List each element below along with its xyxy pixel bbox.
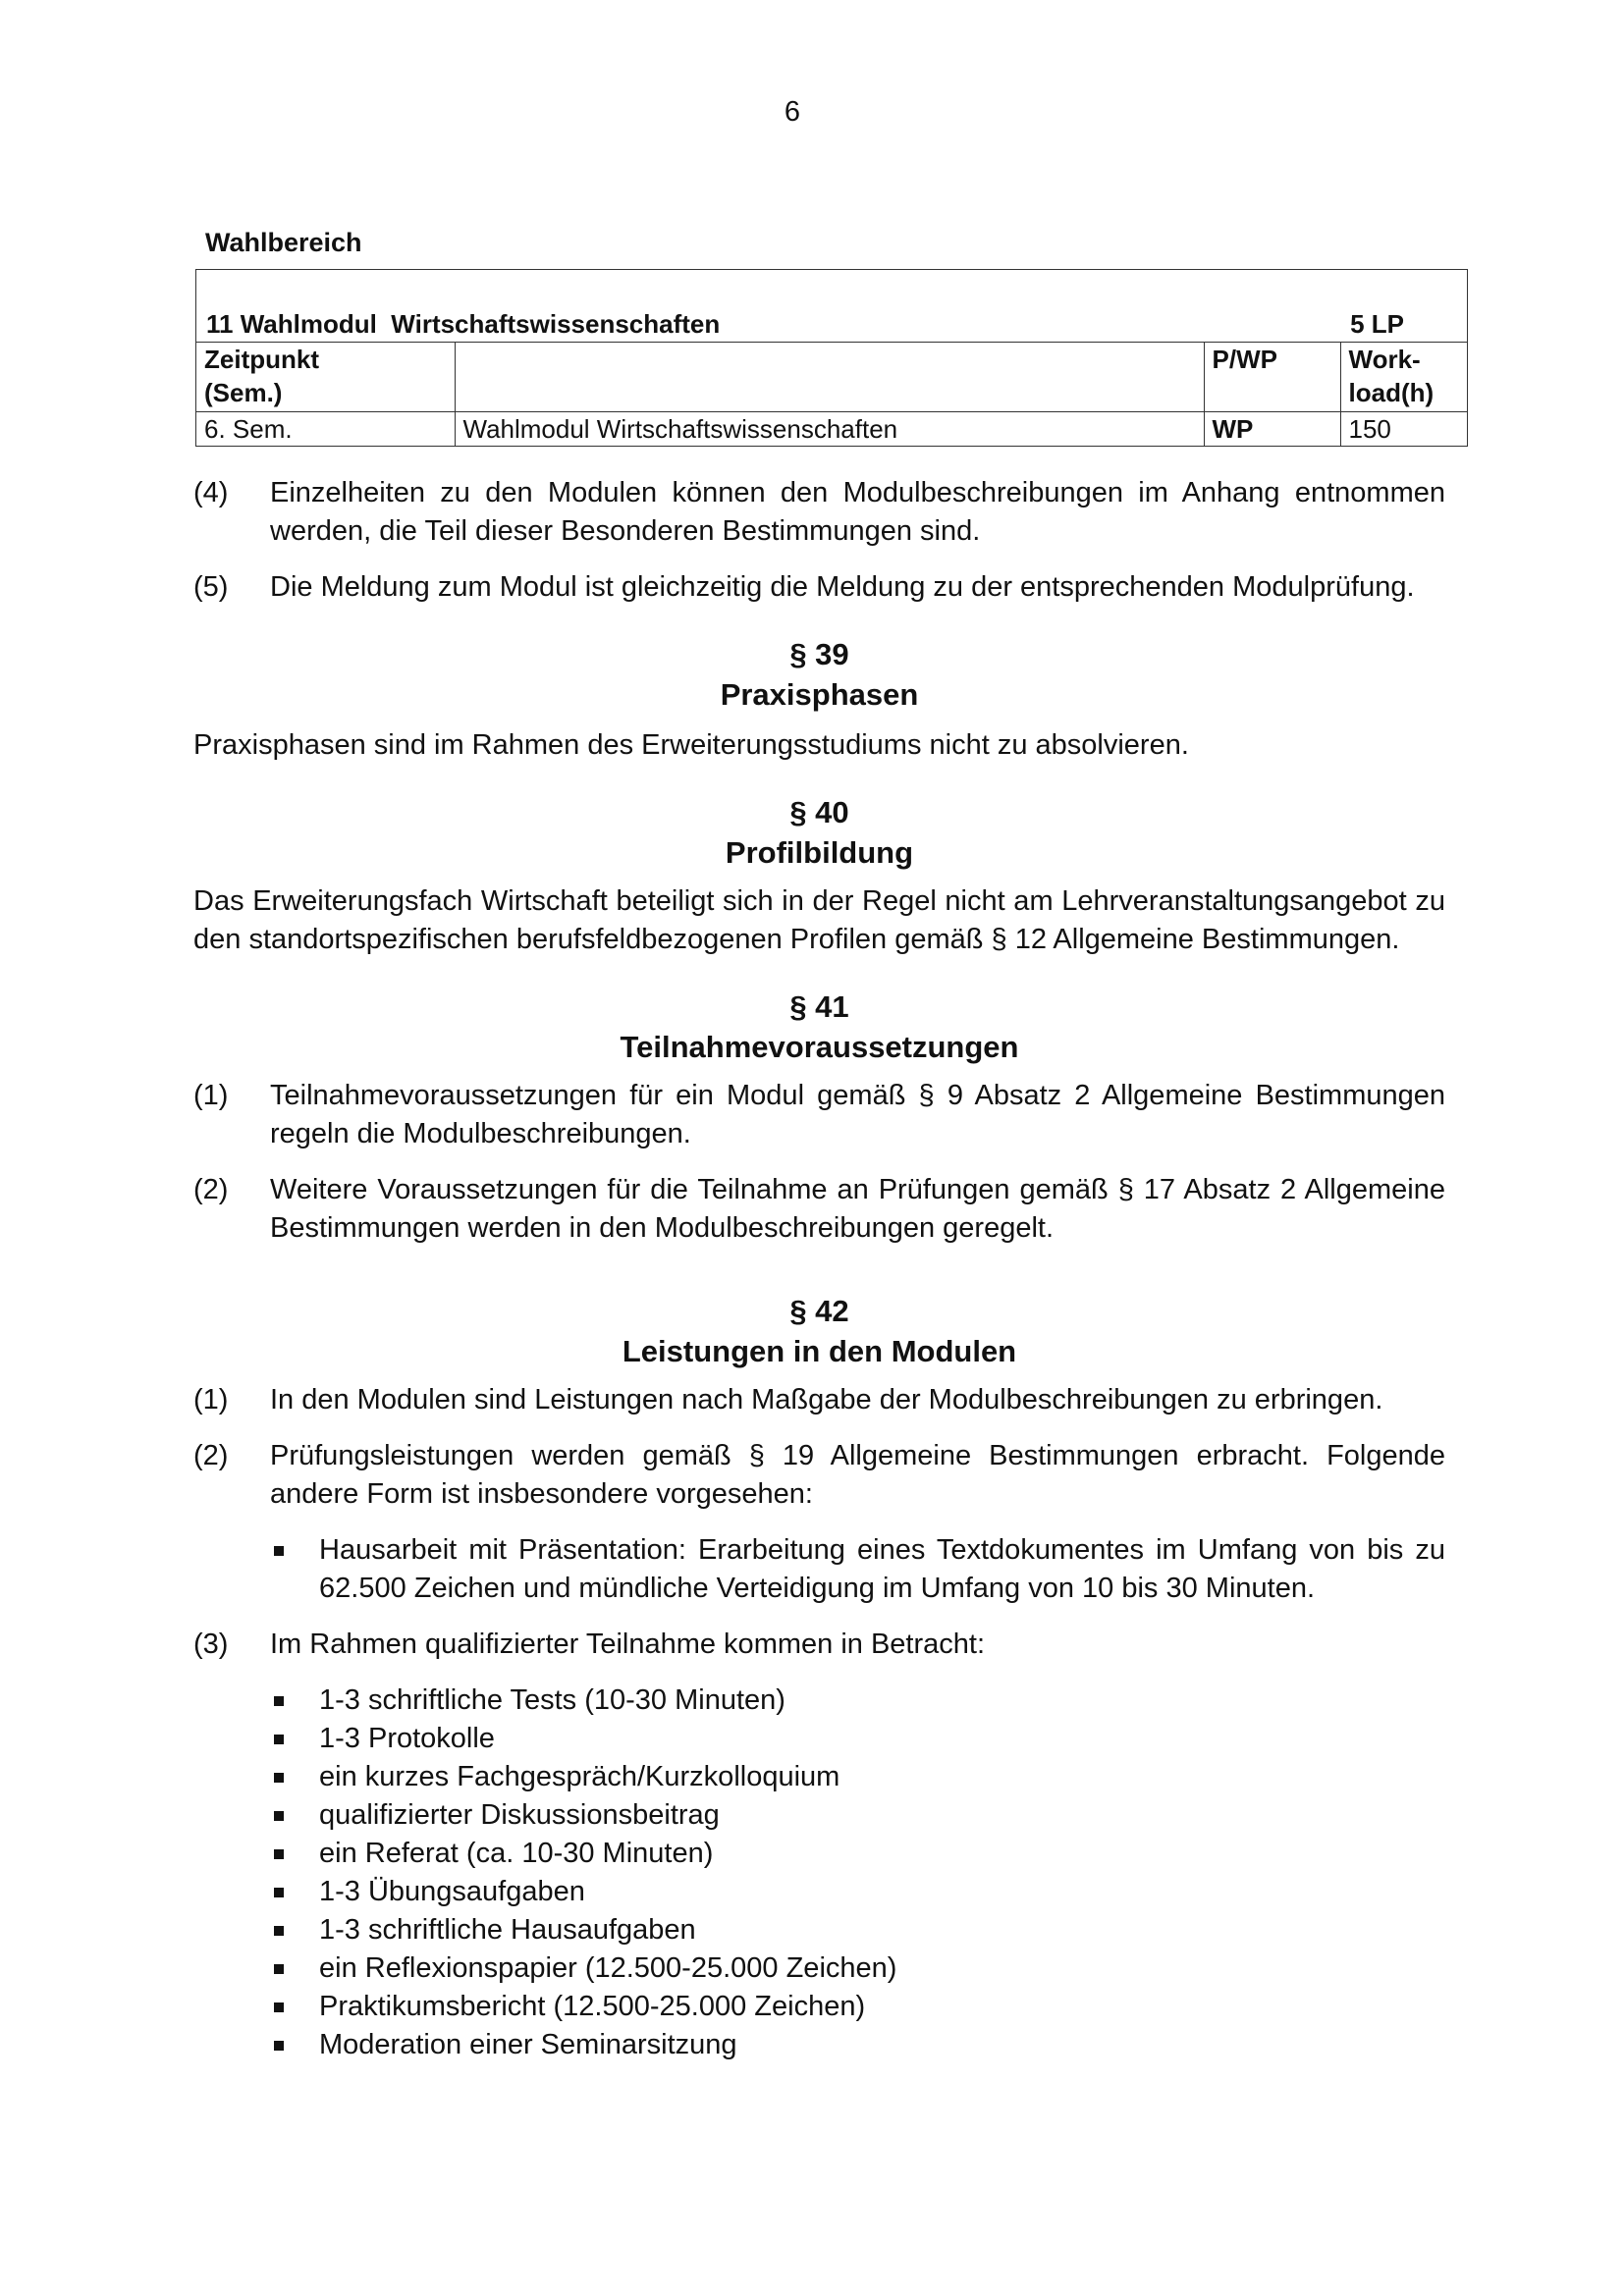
section-42-paragraph-3 <box>193 1626 1445 1664</box>
header-zeitpunkt <box>196 343 455 412</box>
list-item <box>270 1796 1445 1835</box>
cell-pwp: WP <box>1204 412 1340 447</box>
list-item <box>270 1949 1445 1988</box>
paragraph-text: Prüfungsleistungen werden gemäß § 19 Allgemeine Bestimmungen erbracht. Folgende andere Form ist insbesondere vorgesehen: <box>270 1440 1445 1510</box>
cell-workload: 150 <box>1340 412 1467 447</box>
list-item <box>270 2026 1445 2064</box>
paragraph-5 <box>193 568 1445 607</box>
list-item-text: qualifizierter Diskussionsbeitrag <box>319 1799 720 1831</box>
list-item <box>270 1988 1445 2026</box>
paragraph-number: (2) <box>193 1174 229 1205</box>
list-item <box>270 1531 1445 1608</box>
list-item <box>270 1720 1445 1758</box>
table-row <box>196 412 1467 447</box>
list-item-text: ein kurzes Fachgespräch/Kurzkolloquium <box>319 1761 840 1792</box>
section-41-paragraph-1 <box>193 1077 1445 1153</box>
list-item-text: Praktikumsbericht (12.500-25.000 Zeichen) <box>319 1991 866 2022</box>
paragraph-text: Im Rahmen qualifizierter Teilnahme kommen in Betracht: <box>270 1629 986 1660</box>
square-bullet-icon <box>270 1873 319 1911</box>
paragraph-text: Die Meldung zum Modul ist gleichzeitig die Meldung zu der entsprechenden Modulprüfung. <box>270 571 1415 603</box>
list-item-text: ein Reflexionspapier (12.500-25.000 Zeichen) <box>319 1952 897 1984</box>
module-table <box>195 269 1468 447</box>
module-title: 11 Wahlmodul Wirtschaftswissenschaften <box>206 309 721 339</box>
header-pwp: P/WP <box>1204 343 1340 412</box>
square-bullet-icon <box>270 1796 319 1835</box>
section-42-paragraph-2 <box>193 1437 1445 1514</box>
section-40-title: Profilbildung <box>725 835 914 870</box>
section-42-title: Leistungen in den Modulen <box>622 1334 1017 1368</box>
section-39-text: Praxisphasen sind im Rahmen des Erweiterungsstudiums nicht zu absolvieren. <box>193 729 1189 761</box>
paragraph-number: (1) <box>193 1384 229 1415</box>
paragraph-number: (5) <box>193 571 229 603</box>
cell-zeitpunkt: 6. Sem. <box>196 412 455 447</box>
module-lp: 5 LP <box>1350 309 1404 339</box>
square-bullet-icon <box>270 1911 319 1949</box>
section-42-number: § 42 <box>789 1294 849 1328</box>
section-39-number: § 39 <box>789 637 849 671</box>
section-42-paragraph-2-list <box>193 1531 1445 1608</box>
section-40-text: Das Erweiterungsfach Wirtschaft beteiligt sich in der Regel nicht am Lehrveranstaltungsangebot zu den standortspezifischen berufsfeldbezogenen Profilen gemäß § 12 Allgemeine Bestimmungen. <box>193 885 1445 955</box>
section-40-number: § 40 <box>789 795 849 829</box>
paragraph-number: (1) <box>193 1080 229 1111</box>
list-item <box>270 1911 1445 1949</box>
square-bullet-icon <box>270 1758 319 1796</box>
square-bullet-icon <box>270 1682 319 1720</box>
section-41-paragraph-2 <box>193 1171 1445 1248</box>
list-item <box>270 1758 1445 1796</box>
section-42-paragraph-1 <box>193 1381 1445 1419</box>
list-item <box>270 1682 1445 1720</box>
paragraph-number: (4) <box>193 477 229 508</box>
list-item-text: 1-3 schriftliche Tests (10-30 Minuten) <box>319 1684 785 1716</box>
paragraph-text: Teilnahmevoraussetzungen für ein Modul gemäß § 9 Absatz 2 Allgemeine Bestimmungen regeln die Modulbeschreibungen. <box>270 1080 1445 1149</box>
page-number: 6 <box>784 96 801 128</box>
paragraph-text: In den Modulen sind Leistungen nach Maßgabe der Modulbeschreibungen zu erbringen. <box>270 1384 1383 1415</box>
paragraph-number: (3) <box>193 1629 229 1660</box>
paragraph-number: (2) <box>193 1440 229 1471</box>
header-workload <box>1340 343 1467 412</box>
list-item-text: 1-3 schriftliche Hausaufgaben <box>319 1914 696 1946</box>
square-bullet-icon <box>270 1988 319 2026</box>
square-bullet-icon <box>270 2026 319 2064</box>
square-bullet-icon <box>270 1835 319 1873</box>
module-title-row <box>196 270 1467 343</box>
paragraph-text: Weitere Voraussetzungen für die Teilnahme an Prüfungen gemäß § 17 Absatz 2 Allgemeine Bestimmungen werden in den Modulbeschreibungen geregelt. <box>270 1174 1445 1244</box>
list-item <box>270 1835 1445 1873</box>
header-name <box>455 343 1204 412</box>
list-item <box>270 1873 1445 1911</box>
section-39-title: Praxisphasen <box>720 677 919 712</box>
list-item-text: Hausarbeit mit Präsentation: Erarbeitung eines Textdokumentes im Umfang von bis zu 62.500 Zeichen und mündliche Verteidigung im Umfang von 10 bis 30 Minuten. <box>319 1534 1445 1604</box>
section-42-paragraph-3-list <box>193 1682 1445 2064</box>
paragraph-text: Einzelheiten zu den Modulen können den Modulbeschreibungen im Anhang entnommen werden, die Teil dieser Besonderen Bestimmungen sind. <box>270 477 1445 547</box>
square-bullet-icon <box>270 1720 319 1758</box>
paragraph-4 <box>193 474 1445 551</box>
document-body <box>193 224 1445 2064</box>
module-detail-table <box>196 343 1467 446</box>
wahlbereich-label: Wahlbereich <box>205 228 362 257</box>
cell-name: Wahlmodul Wirtschaftswissenschaften <box>455 412 1204 447</box>
list-item-text: Moderation einer Seminarsitzung <box>319 2029 737 2060</box>
square-bullet-icon <box>270 1949 319 1988</box>
header-zeitpunkt-text: Zeitpunkt (Sem.) <box>204 345 319 407</box>
section-41-number: § 41 <box>789 989 849 1024</box>
list-item-text: ein Referat (ca. 10-30 Minuten) <box>319 1838 714 1869</box>
square-bullet-icon <box>270 1531 319 1608</box>
list-item-text: 1-3 Übungsaufgaben <box>319 1876 585 1907</box>
header-workload-text: Work-load(h) <box>1348 345 1435 407</box>
table-header-row <box>196 343 1467 412</box>
list-item-text: 1-3 Protokolle <box>319 1723 495 1754</box>
section-41-title: Teilnahmevoraussetzungen <box>620 1030 1019 1064</box>
